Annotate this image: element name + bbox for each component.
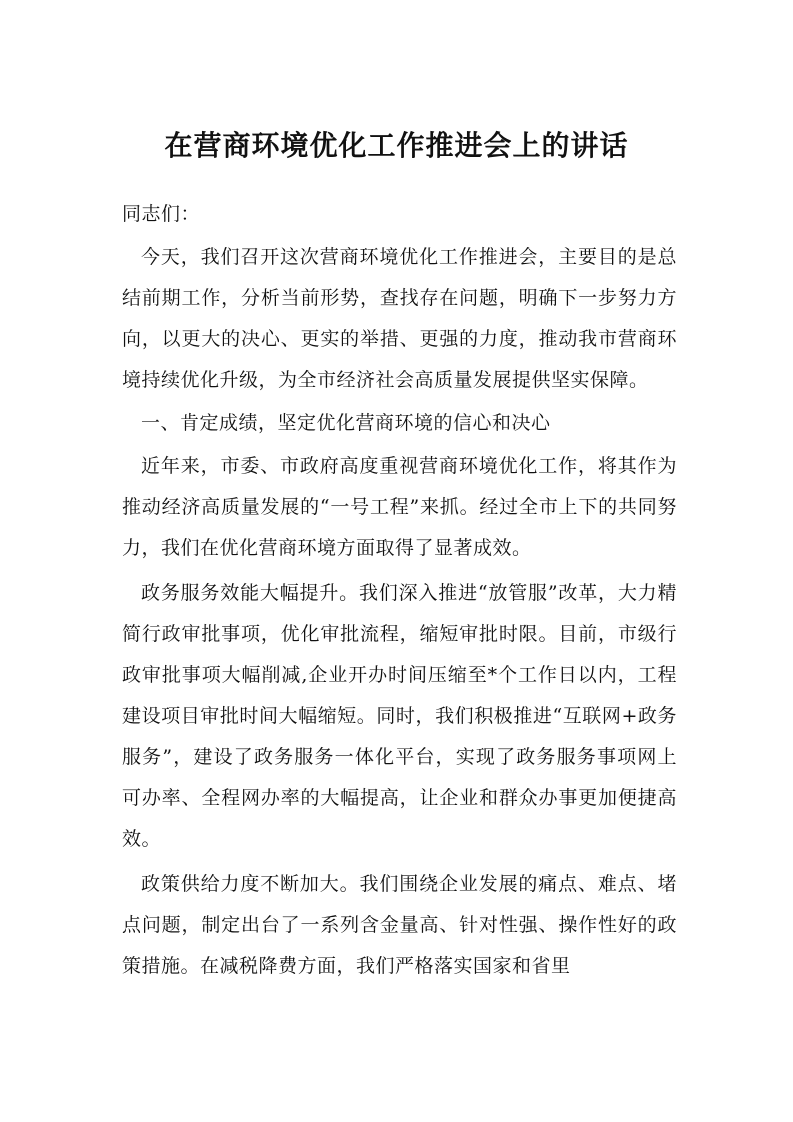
section-heading-1: 一、肯定成绩，坚定优化营商环境的信心和决心 xyxy=(141,412,551,434)
document-body xyxy=(122,194,677,987)
salutation: 同志们： xyxy=(122,203,201,225)
document-title: 在营商环境优化工作推进会上的讲话 xyxy=(164,129,629,162)
paragraph-government-services: 政务服务效能大幅提升。我们深入推进“放管服”改革，大力精简行政审批事项，优化审批流程，缩短审批时限。目前，市级行政审批事项大幅削减,企业开办时间压缩至*个工作日以内，工程建设项目审批时间大幅缩短。同时，我们积极推进“互联网+政务服务”，建设了政务服务一体化平台，实现了政务服务事项网上可办率、全程网办率的大幅提高，让企业和群众办事更加便捷高效。 xyxy=(122,582,677,850)
paragraph-achievements: 近年来，市委、市政府高度重视营商环境优化工作，将其作为推动经济高质量发展的“一号工程”来抓。经过全市上下的共同努力，我们在优化营商环境方面取得了显著成效。 xyxy=(122,455,677,559)
paragraph-intro: 今天，我们召开这次营商环境优化工作推进会，主要目的是总结前期工作，分析当前形势，查找存在问题，明确下一步努力方向，以更大的决心、更实的举措、更强的力度，推动我市营商环境持续优化升级，为全市经济社会高质量发展提供坚实保障。 xyxy=(122,246,677,391)
paragraph-policy-supply: 政策供给力度不断加大。我们围绕企业发展的痛点、难点、堵点问题，制定出台了一系列含金量高、针对性强、操作性好的政策措施。在减税降费方面，我们严格落实国家和省里 xyxy=(122,873,677,977)
